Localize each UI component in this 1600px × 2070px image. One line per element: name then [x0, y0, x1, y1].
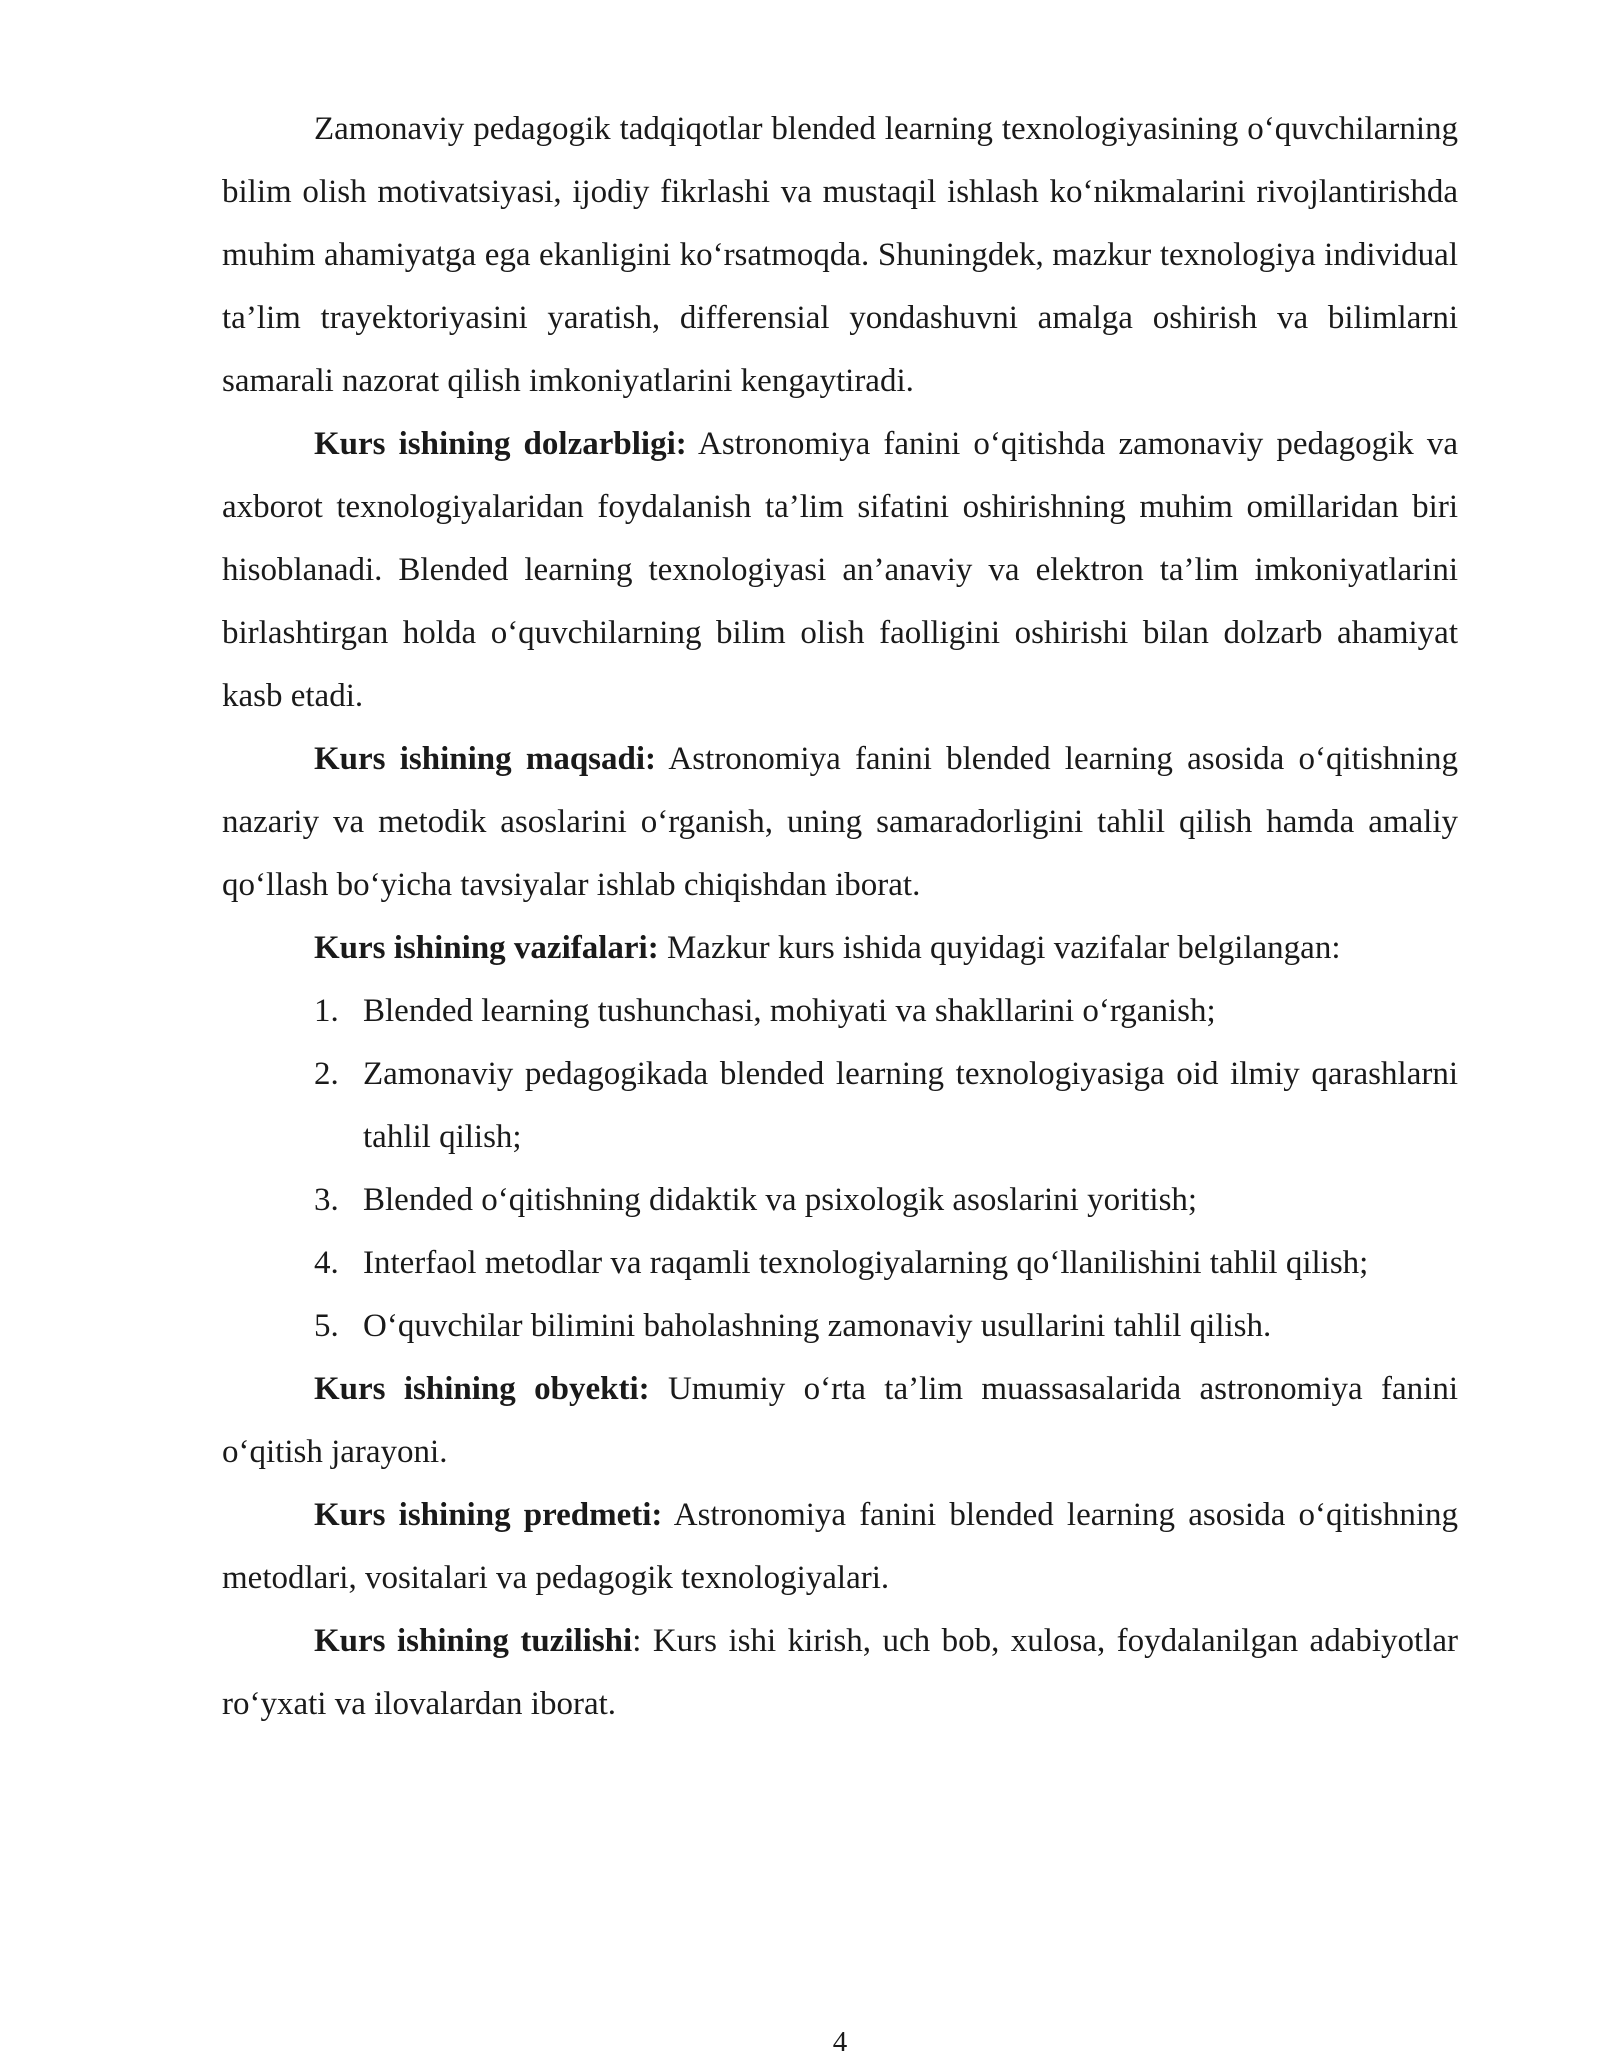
tasks-paragraph [222, 917, 1458, 980]
list-item-number: 4. [314, 1245, 339, 1281]
relevance-label: Kurs ishining dolzarbligi: [314, 426, 687, 462]
list-item [222, 1295, 1458, 1358]
tasks-list [222, 980, 1458, 1358]
list-item-number: 3. [314, 1182, 339, 1218]
list-item-number: 2. [314, 1056, 339, 1092]
list-item-number: 5. [314, 1308, 339, 1344]
list-item-text: Blended learning tushunchasi, mohiyati va shakllarini o‘rganish; [363, 993, 1216, 1029]
structure-label: Kurs ishining tuzilishi [314, 1623, 633, 1659]
structure-text: : Kurs ishi kirish, uch bob, xulosa, foydalanilgan adabiyotlar ro‘yxati va ilovalardan iborat. [222, 1623, 1458, 1722]
list-item-number: 1. [314, 993, 339, 1029]
relevance-paragraph [222, 413, 1458, 728]
tasks-text: Mazkur kurs ishida quyidagi vazifalar belgilangan: [658, 930, 1341, 966]
list-item-text: Blended o‘qitishning didaktik va psixologik asoslarini yoritish; [363, 1182, 1198, 1218]
page-number: 4 [832, 2026, 848, 2058]
list-item-text: O‘quvchilar bilimini baholashning zamonaviy usullarini tahlil qilish. [363, 1308, 1272, 1344]
goal-paragraph [222, 728, 1458, 917]
object-label: Kurs ishining obyekti: [314, 1371, 650, 1407]
subject-paragraph [222, 1484, 1458, 1610]
subject-text: Astronomiya fanini blended learning asosida o‘qitishning metodlari, vositalari va pedagogik texnologiyalari. [222, 1497, 1458, 1596]
object-paragraph [222, 1358, 1458, 1484]
list-item [222, 1043, 1458, 1169]
list-item-text: Zamonaviy pedagogikada blended learning texnologiyasiga oid ilmiy qarashlarni tahlil qilish; [363, 1056, 1458, 1155]
goal-text: Astronomiya fanini blended learning asosida o‘qitishning nazariy va metodik asoslarini o‘rganish, uning samaradorligini tahlil qilish hamda amaliy qo‘llash bo‘yicha tavsiyalar ishlab chiqishdan iborat. [222, 741, 1458, 903]
intro-paragraph: Zamonaviy pedagogik tadqiqotlar blended learning texnologiyasining o‘quvchilarning bilim olish motivatsiyasi, ijodiy fikrlashi va mustaqil ishlash ko‘nikmalarini rivojlantirishda muhim ahamiyatga ega ekanligini ko‘rsatmoqda. Shuningdek, mazkur texnologiya individual ta’lim trayektoriyasini yaratish, differensial yondashuvni amalga oshirish va bilimlarni samarali nazorat qilish imkoniyatlarini kengaytiradi. [222, 111, 1458, 399]
list-item [222, 1232, 1458, 1295]
list-item [222, 1169, 1458, 1232]
relevance-text: Astronomiya fanini o‘qitishda zamonaviy pedagogik va axborot texnologiyalaridan foydalanish ta’lim sifatini oshirishning muhim omillaridan biri hisoblanadi. Blended learning texnologiyasi an’anaviy va elektron ta’lim imkoniyatlarini birlashtirgan holda o‘quvchilarning bilim olish faolligini oshirishi bilan dolzarb ahamiyat kasb etadi. [222, 426, 1458, 714]
object-text: Umumiy o‘rta ta’lim muassasalarida astronomiya fanini o‘qitish jarayoni. [222, 1371, 1458, 1470]
tasks-label: Kurs ishining vazifalari: [314, 930, 659, 966]
goal-label: Kurs ishining maqsadi: [314, 741, 657, 777]
structure-paragraph [222, 1610, 1458, 1736]
document-page [222, 98, 1458, 1736]
subject-label: Kurs ishining predmeti: [314, 1497, 663, 1533]
list-item-text: Interfaol metodlar va raqamli texnologiyalarning qo‘llanilishini tahlil qilish; [363, 1245, 1369, 1281]
list-item [222, 980, 1458, 1043]
